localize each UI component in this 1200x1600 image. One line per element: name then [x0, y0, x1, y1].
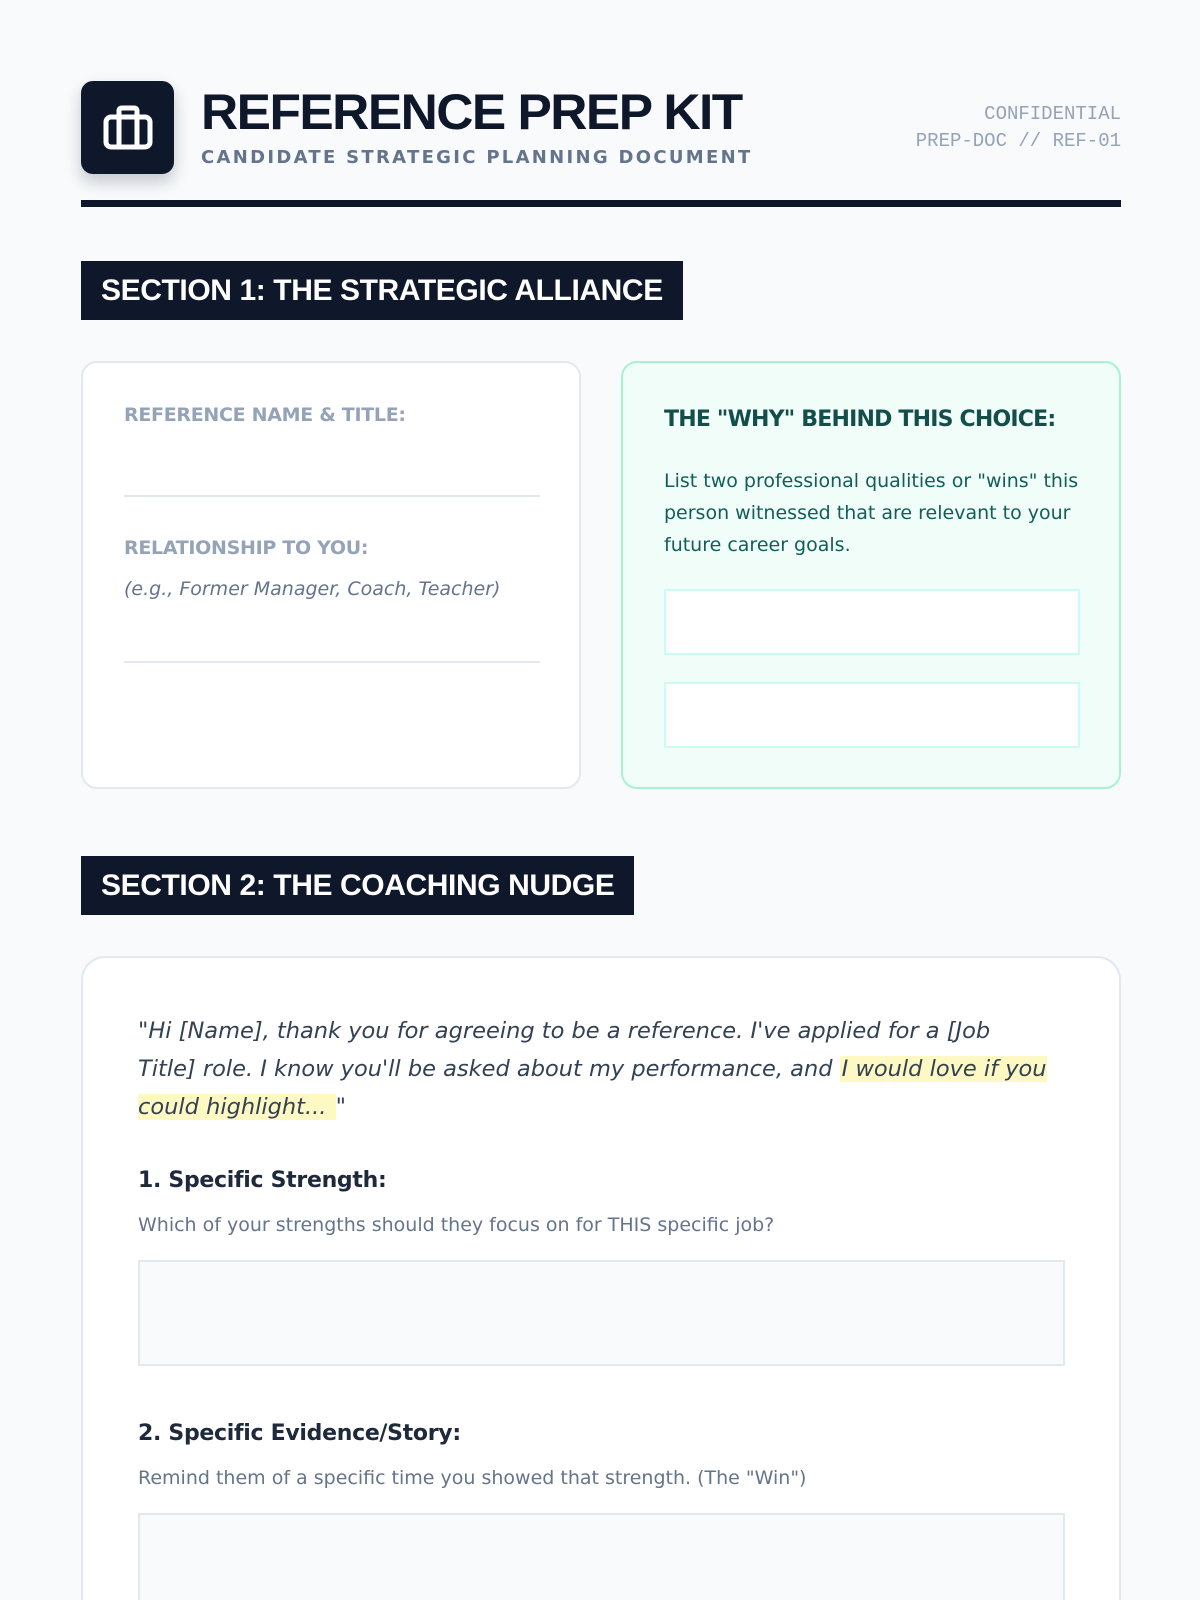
- script-text: "Hi [Name], thank you for agreeing to be a reference. I've applied for a [Job Title] role. I know you'll be asked about my performance, and: [138, 1018, 991, 1082]
- page-subtitle: CANDIDATE STRATEGIC PLANNING DOCUMENT: [201, 147, 753, 168]
- section-1-heading: SECTION 1: THE STRATEGIC ALLIANCE: [81, 261, 683, 320]
- coaching-nudge-card: [81, 956, 1121, 1600]
- relationship-field[interactable]: [124, 661, 540, 663]
- question-1-answer-box[interactable]: [138, 1260, 1065, 1366]
- quality-input-1[interactable]: [664, 589, 1080, 655]
- document-id: PREP-DOC // REF-01: [915, 130, 1121, 152]
- question-1-hint: Which of your strengths should they focus on for THIS specific job?: [138, 1214, 775, 1236]
- why-choice-card: [621, 361, 1121, 789]
- page-title: REFERENCE PREP KIT: [201, 84, 742, 140]
- briefcase-icon: [102, 105, 154, 151]
- relationship-label: RELATIONSHIP TO YOU:: [124, 537, 369, 559]
- script-closing-quote: ": [335, 1094, 346, 1120]
- coaching-script: [138, 1012, 1048, 1126]
- relationship-hint: (e.g., Former Manager, Coach, Teacher): [124, 578, 501, 600]
- why-choice-title: THE "WHY" BEHIND THIS CHOICE:: [664, 407, 1056, 432]
- quality-input-2[interactable]: [664, 682, 1080, 748]
- confidential-label: CONFIDENTIAL: [984, 103, 1121, 125]
- logo: [81, 81, 174, 174]
- question-2-hint: Remind them of a specific time you showed that strength. (The "Win"): [138, 1467, 807, 1489]
- script-highlight: I would love if you could highlight...: [138, 1056, 1047, 1120]
- reference-details-card: [81, 361, 581, 789]
- reference-name-label: REFERENCE NAME & TITLE:: [124, 404, 406, 426]
- document-header: [81, 81, 1121, 207]
- section-2-heading: SECTION 2: THE COACHING NUDGE: [81, 856, 634, 915]
- header-divider: [81, 200, 1121, 207]
- question-1-title: 1. Specific Strength:: [138, 1168, 387, 1193]
- document-meta: [916, 101, 1121, 155]
- reference-name-field[interactable]: [124, 495, 540, 497]
- why-choice-instructions: List two professional qualities or "wins" this person witnessed that are relevant to your future career goals.: [664, 470, 1079, 556]
- question-2-title: 2. Specific Evidence/Story:: [138, 1421, 461, 1446]
- question-2-answer-box[interactable]: [138, 1513, 1065, 1600]
